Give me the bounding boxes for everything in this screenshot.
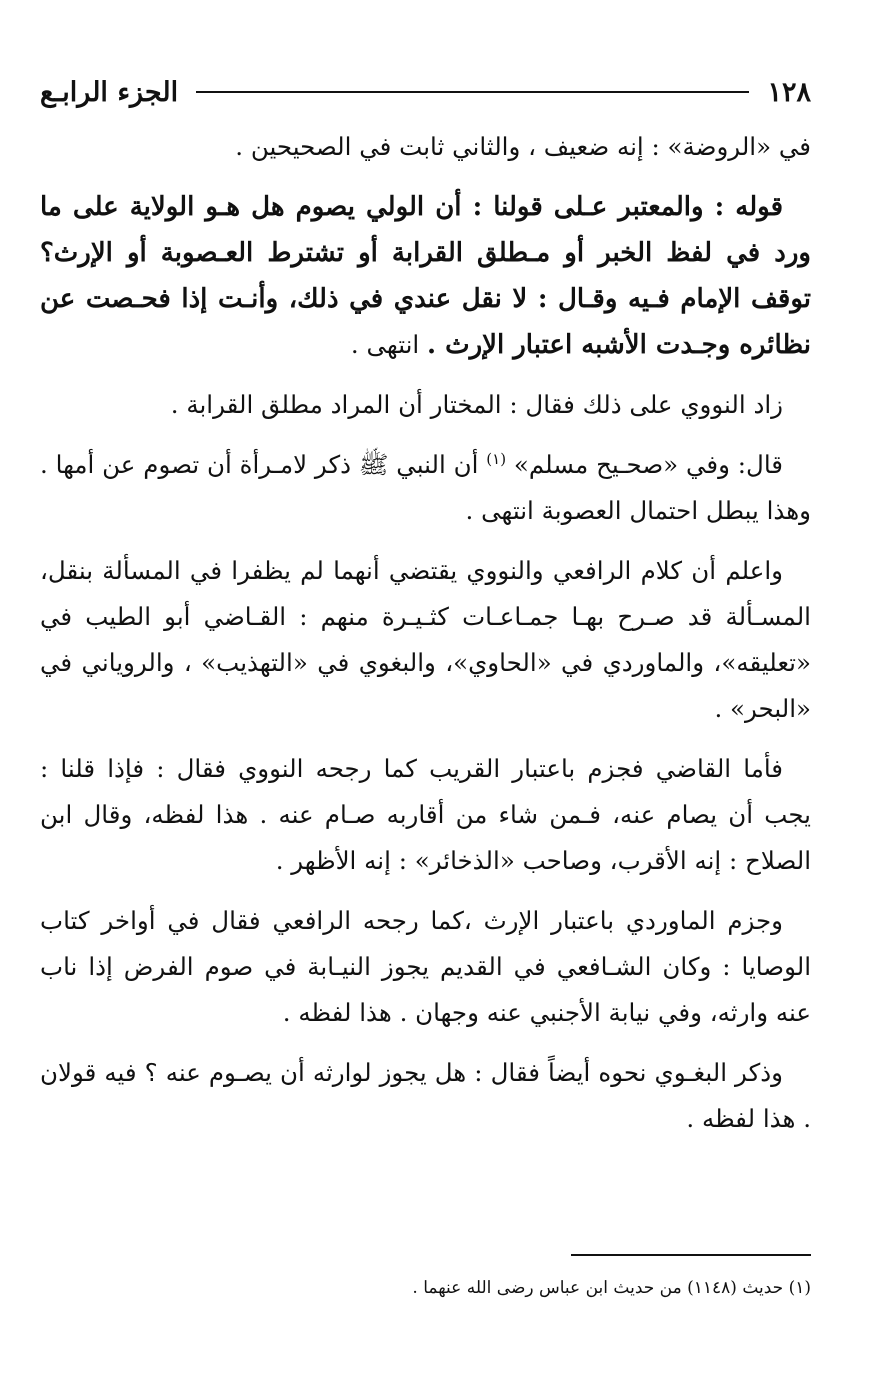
footnote-divider [571, 1254, 811, 1256]
paragraph-quoted [40, 184, 811, 368]
paragraph: وذكر البغـوي نحوه أيضاً فقال : هل يجوز لوارثه أن يصـوم عنه ؟ فيه قولان . هذا لفظه . [40, 1058, 811, 1133]
header-rule [196, 91, 749, 93]
page-header [40, 72, 811, 112]
paragraph: في «الروضة» : إنه ضعيف ، والثاني ثابت في الصحيحين . [235, 132, 811, 161]
paragraph: فأما القاضي فجزم باعتبار القريب كما رجحه النووي فقال : فإذا قلنا : يجب أن يصام عنه، فـمن شاء من أقاربه صـام عنه . هذا لفظه، وقال ابن الصلاح : إنه الأقرب، وصاحب «الذخائر» : إنه الأظهر . [40, 754, 811, 875]
quote-end: انتهى . [350, 330, 428, 359]
running-title: الجزء الرابـع [40, 76, 179, 108]
footnote-reference: (١) [486, 449, 507, 468]
paragraph-with-footnote [40, 442, 811, 534]
quoted-text-bold: قوله : والمعتبر عـلى قولنا : أن الولي يصوم هل هـو الولاية على ما ورد في لفظ الخبر أو مـطلق القرابة أو تشترط العـصوبة أو الإرث؟ توقف الإمام فـيه وقـال : لا نقل عندي في ذلك، وأنـت إذا فحـصت عن نظائره وجـدت الأشبه اعتبار الإرث . [40, 192, 811, 360]
paragraph: وجزم الماوردي باعتبار الإرث ،كما رجحه الرافعي فقال في أواخر كتاب الوصايا : وكان الشـافعي في القديم يجوز النيـابة في صوم الفرض إذا ناب عنه وارثه، وفي نيابة الأجنبي عنه وجهان . هذا لفظه . [40, 906, 811, 1027]
paragraph: زاد النووي على ذلك فقال : المختار أن المراد مطلق القرابة . [170, 390, 783, 419]
main-text [40, 124, 811, 1156]
text-segment: أن النبي ﷺ ذكر لامـرأة أن تصوم عن أمها . وهذا يبطل احتمال العصوبة انتهى . [40, 450, 811, 525]
page-number: ١٢٨ [767, 76, 811, 108]
text-segment: قال: وفي «صحـيح مسلم» [506, 450, 783, 479]
paragraph: واعلم أن كلام الرافعي والنووي يقتضي أنهما لم يظفرا في المسألة بنقل، المسـألة قد صـرح بهـا جمـاعـات كثـيـرة منهم : القـاضي أبو الطيب في «تعليقه»، والماوردي في «الحاوي»، والبغوي في «التهذيب» ، والروياني في «البحر» . [40, 556, 811, 723]
footnote: (١) حديث (١١٤٨) من حديث ابن عباس رضى الله عنهما . [412, 1278, 811, 1298]
